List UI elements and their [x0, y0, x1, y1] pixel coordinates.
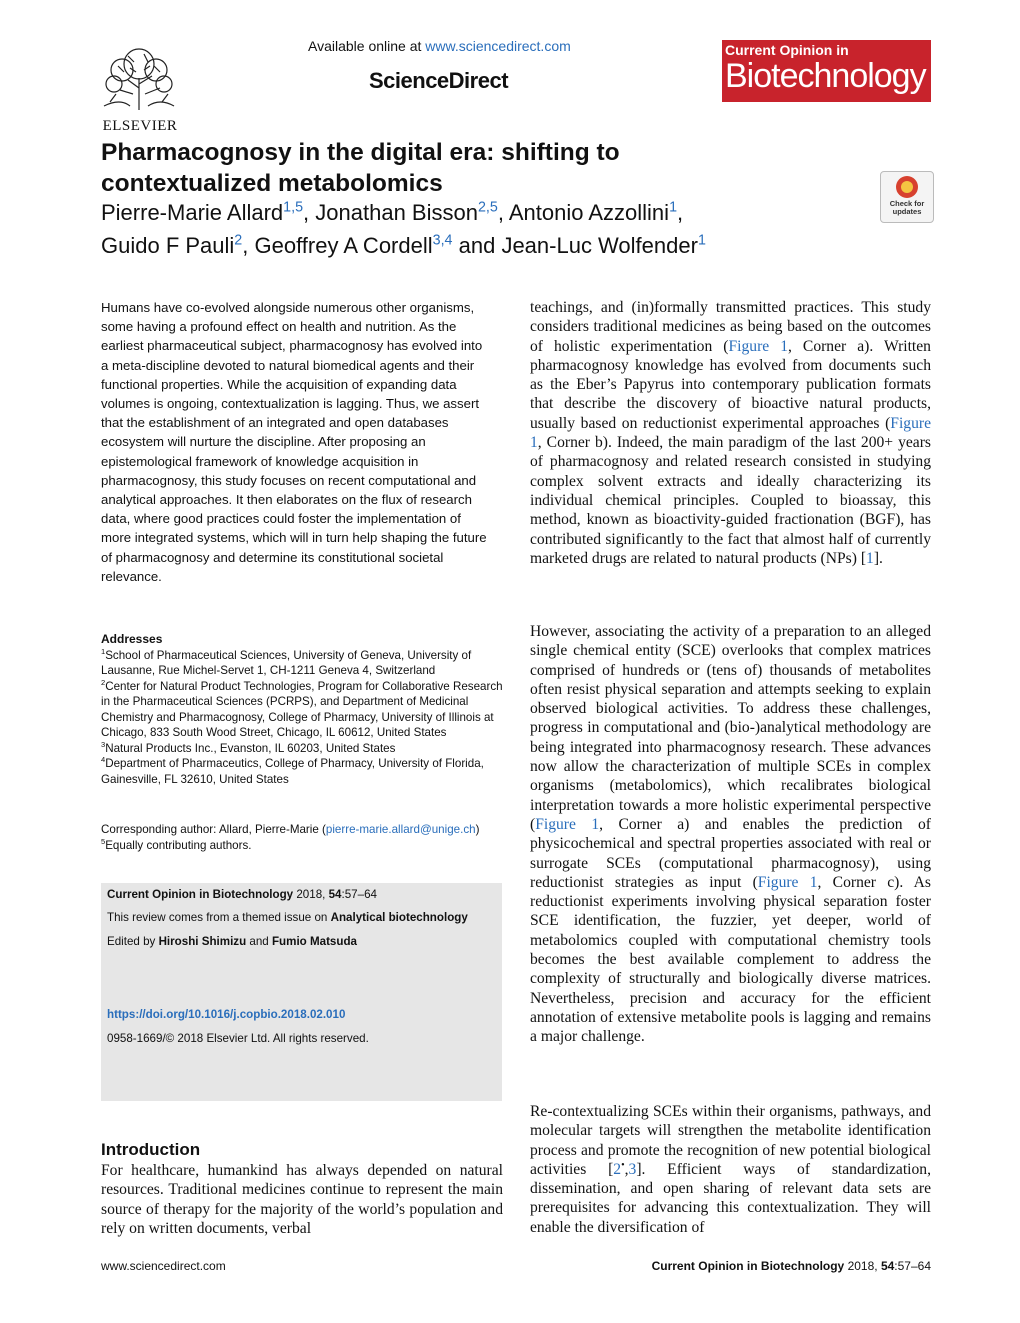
copyright: 0958-1669/© 2018 Elsevier Ltd. All rights reserved. — [107, 1032, 369, 1045]
addresses-heading: Addresses — [101, 632, 163, 646]
editor-name: Fumio Matsuda — [271, 935, 357, 948]
elsevier-wordmark: ELSEVIER — [102, 118, 178, 134]
figure-1-link[interactable]: Figure 1 — [757, 873, 818, 891]
figure-1-link[interactable]: Figure 1 — [530, 414, 931, 452]
text-run: However, associating the activity of a preparation to an alleged single chemical entity (SCE) overlooks that complex matrices comprised of hundreds or (tens of) thousands of metabolites often resist physical separation and attempts seeking to explain observed biological activities. To address these challenges, progress in computational and (bio-)analytical methodology are being integrated into pharmacognosy research. These advances now allow the characterization of multiple SCEs in complex organisms (metabolomics), which recalibrates biological interpretation towards a more holistic experimental perspective ( — [530, 623, 931, 833]
check-updates-inner-icon — [901, 181, 913, 193]
author-affiliation[interactable]: 1 — [669, 199, 678, 216]
text-run: Re-contextualizing SCEs within their organisms, pathways, and molecular targets will strengthen the metabolite identification process and promote the recognition of new potential biological activities [ — [530, 1103, 931, 1178]
author-affiliation[interactable]: 3,4 — [432, 232, 453, 249]
author-separator: , — [677, 200, 684, 225]
author-affiliation[interactable]: 2 — [234, 232, 243, 249]
corresponding-author — [101, 822, 503, 853]
reference-star: • — [621, 1159, 625, 1171]
author-and: and — [452, 233, 502, 258]
body-paragraph-3 — [530, 1102, 931, 1237]
sciencedirect-logo[interactable]: ScienceDirect — [369, 68, 509, 93]
author-affiliation[interactable]: 2,5 — [477, 199, 498, 216]
text-run: teachings, and (in)formally transmitted practices. This study considers traditional medicines as being based on the outcomes of holistic experimentation ( — [530, 299, 931, 355]
author-list — [101, 196, 841, 262]
footer-year: 2018, — [844, 1259, 881, 1273]
box-pages: :57–64 — [341, 888, 377, 901]
text-run: , Corner c). As reductionist experiments involving physical separation foster SCE identification, the fuzzier, yet deeper, world of metabolomics coupled with computational chemistry tools becomes the best available complement to address the complexity of structurally and biologically diverse matrices. Nevertheless, precision and accuracy for the efficient annotation of extensive metabolite pools is lagging and remains a major challenge. — [530, 873, 931, 1046]
author-affiliation[interactable]: 1,5 — [283, 199, 304, 216]
elsevier-tree-icon — [100, 44, 178, 112]
address-text: Center for Natural Product Technologies, Program for Collaborative Research in the Pharmaceutical Sciences (PCRPS), and Department of Medicinal Chemistry and Pharmacognosy, College of Pharmacy, University of Illinois at Chicago, 833 South Wood Street, Chicago, IL 60612, United States — [101, 679, 503, 739]
edited-prefix: Edited by — [107, 935, 159, 948]
available-prefix: Available online at — [308, 38, 426, 54]
text-run: , — [624, 1160, 629, 1178]
footer-url[interactable]: www.sciencedirect.com — [101, 1259, 226, 1273]
box-citation: 2018, — [293, 888, 329, 901]
email-link[interactable]: pierre-marie.allard@unige.ch — [325, 823, 476, 836]
editors-line — [107, 935, 357, 948]
text-run: , Corner b). Indeed, the main paradigm of the last 200+ years of pharmacognosy and related research consisted in studying complex solvent extracts and ideally characterizing its individual chemical principles. Coupled to bioassay, this method, known as bioactivity-guided fractionation (BGF), has contributed significantly to the fact that almost half of currently marketed drugs are related to natural products (NPs) [ — [530, 434, 931, 567]
introduction-heading: Introduction — [101, 1140, 201, 1159]
address-item — [101, 741, 503, 757]
corresponding-prefix: Corresponding author: Allard, Pierre-Marie ( — [101, 823, 326, 836]
elsevier-logo[interactable] — [100, 44, 180, 134]
equal-number: 5 — [101, 836, 106, 846]
reference-link[interactable]: 1 — [866, 549, 874, 567]
doi-link[interactable]: https://doi.org/10.1016/j.copbio.2018.02.010 — [107, 1008, 346, 1021]
corresponding-line — [101, 822, 503, 838]
address-item — [101, 679, 503, 741]
reference-link[interactable]: 2 — [613, 1160, 622, 1178]
editor-name: Hiroshi Shimizu — [158, 935, 247, 948]
author-name: Guido F Pauli — [101, 233, 235, 258]
theme-line — [107, 911, 468, 924]
author-name: Jonathan Bisson — [315, 200, 478, 225]
journal-badge[interactable] — [722, 40, 931, 102]
figure-1-link[interactable]: Figure 1 — [535, 815, 600, 833]
author-separator: , — [497, 200, 509, 225]
address-item — [101, 756, 503, 787]
journal-badge-title: Biotechnology — [725, 57, 926, 95]
address-text: Natural Products Inc., Evanston, IL 60203, United States — [105, 741, 396, 755]
body-paragraph-1 — [530, 298, 931, 568]
editor-and: and — [246, 935, 272, 948]
figure-1-link[interactable]: Figure 1 — [728, 337, 788, 355]
sciencedirect-link[interactable]: www.sciencedirect.com — [425, 38, 571, 54]
author-separator: , — [303, 200, 316, 225]
address-text: School of Pharmaceutical Sciences, University of Geneva, University of Lausanne, Rue Michel-Servet 1, CH-1211 Geneva 4, Switzerland — [101, 648, 472, 677]
equal-contribution-note — [101, 838, 503, 854]
citation-line — [107, 888, 377, 901]
text-run: ]. — [873, 549, 883, 567]
article-title: Pharmacognosy in the digital era: shifting to contextualized metabolomics — [101, 139, 620, 197]
theme-prefix: This review comes from a themed issue on — [107, 911, 331, 924]
addresses — [101, 632, 503, 787]
text-run: ]. Efficient ways of standardization, dissemination, and open sharing of relevant data sets are prerequisites for advancing this contextualization. They will enable the diversification of — [530, 1160, 931, 1236]
theme-name: Analytical biotechnology — [330, 911, 468, 924]
doi-line — [107, 1008, 345, 1021]
text-run: , Corner a) and enables the prediction of physicochemical and spectral properties associated with real or surrogate SCEs (computational pharmacognosy), using reductionist strategies as input ( — [530, 815, 931, 891]
author-name: Pierre-Marie Allard — [101, 200, 284, 225]
footer-pages: :57–64 — [894, 1259, 931, 1273]
author-name: Geoffrey A Cordell — [254, 233, 433, 258]
address-number: 2 — [101, 677, 106, 687]
address-number: 3 — [101, 739, 106, 749]
article-info-box — [101, 883, 502, 1101]
footer-citation — [633, 1259, 931, 1273]
address-text: Department of Pharmaceutics, College of Pharmacy, University of Florida, Gainesville, FL 32610, United States — [101, 757, 484, 786]
check-for-updates-button[interactable] — [880, 171, 934, 223]
footer-volume: 54 — [880, 1259, 895, 1273]
check-updates-label: Check for updates — [889, 199, 925, 216]
box-journal: Current Opinion in Biotechnology — [107, 888, 294, 901]
footer-journal: Current Opinion in Biotechnology — [651, 1259, 845, 1273]
journal-badge-top: Current Opinion in — [725, 42, 849, 58]
abstract: Humans have co-evolved alongside numerous other organisms, some having a profound effect on health and nutrition. As the earliest pharmaceutical subject, pharmacognosy has evolved into a meta-discipline devoted to natural biomedical agents and their functional properties. While the acquisition of expanding data volumes is ongoing, contextualization is lagging. Thus, we assert that the establishment of an integrated and open databases ecosystem will nurture the discipline. After proposing an epistemological framework of knowledge acquisition in pharmacognosy, this study focuses on recent computational and analytical approaches. It then elaborates on the flux of research data, where good practices could foster the implementation of more integrated systems, which will in turn help shaping the future of pharmacognosy and determine its constitutional societal relevance. — [101, 300, 487, 584]
address-number: 1 — [101, 646, 106, 656]
author-name: Jean-Luc Wolfender — [501, 233, 698, 258]
reference-link[interactable]: 3 — [628, 1160, 637, 1178]
equal-text: Equally contributing authors. — [105, 838, 252, 852]
address-number: 4 — [101, 755, 106, 765]
text-run: , Corner a). Written pharmacognosy knowledge has evolved from documents such as the Eber’s Papyrus into contemporary publication formats that describe the discovery of bioactive natural products, usually based on reductionist experimental approaches ( — [530, 337, 931, 432]
body-paragraph-2 — [530, 622, 931, 1047]
author-separator: , — [242, 233, 255, 258]
available-online — [308, 38, 571, 54]
box-volume: 54 — [328, 888, 342, 901]
address-item — [101, 648, 503, 679]
corresponding-suffix: ) — [475, 823, 480, 836]
author-name: Antonio Azzollini — [508, 200, 670, 225]
author-affiliation[interactable]: 1 — [697, 232, 706, 249]
introduction-paragraph: For healthcare, humankind has always depended on natural resources. Traditional medicines continue to represent the main source of therapy for the majority of the world’s population and rely on written documents, verbal — [101, 1162, 503, 1237]
